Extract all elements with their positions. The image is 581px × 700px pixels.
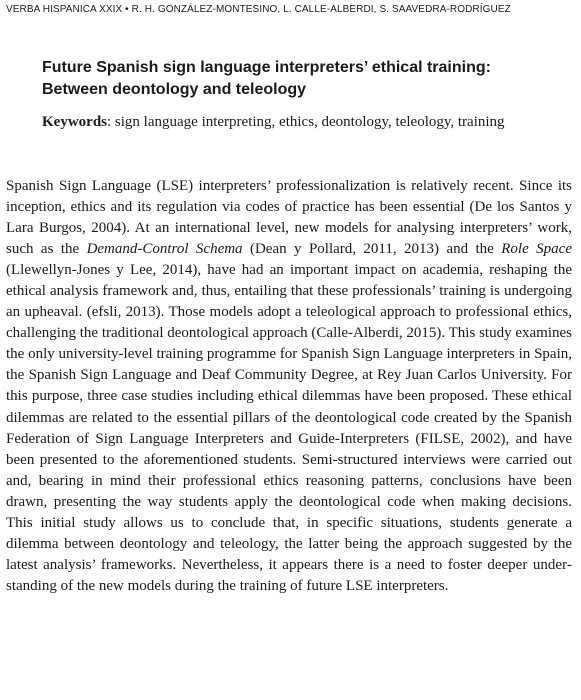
abstract-emphasis-role-space: Role Space [501,241,572,258]
keywords-text: : sign language interpreting, ethics, deontology, teleology, training [107,114,505,130]
running-header: VERBA HISPANICA XXIX • R. H. GONZÁLEZ-MONTESINO, L. CALLE-ALBERDI, S. SAAVEDRA-RODRÍGUEZ [6,4,511,15]
keywords-label: Keywords [42,114,107,130]
article-title-line-2: Between deontology and teleology [42,81,307,98]
article-title-line-1: Future Spanish sign language interpreters’ ethical training: [42,59,491,76]
abstract-text-3: (Llewellyn-Jones y Lee, 2014), have had an important impact on academia, reshaping the ethical analysis framework and, thus, entailing that these professionals’ training is undergoing an upheaval. (efsli, 2013). Those models adopt a teleological approach to professional ethics, challenging the traditional deontological approach (Calle-Alberdi, 2015). This study examines the only university-level training programme for Spanish Sign Language interpreters in Spain, the Spanish Sign Language and Deaf Community Degree, at Rey Juan Carlos University. For this purpose, three case studies including ethical dilemmas have been proposed. These ethical dilemmas are related to the essential pillars of the deontological code created by the Spanish Federation of Sign Language Interpreters and Guide-Interpreters (FILSE, 2002), and have been presented to the aforementioned students. Semi-structured interviews were carried out and, bearing in mind their professional ethics reasoning patterns, conclusions have been drawn, presenting the way students apply the deontological code when making decisions. This initial study allows us to conclude that, in specific situations, students generate a dilemma between deontology and teleology, the latter being the approach suggested by the latest analysis’ frameworks. Nevertheless, it appears there is a need to foster deeper understanding of the new models during the training of future LSE interpreters. [6,262,572,594]
abstract-paragraph [6,176,572,597]
keywords [42,112,542,133]
abstract-text-1: Spanish Sign Language (LSE) interpreters’ professionalization is relatively recent. Since its inception, ethics and its regulation via codes of practice has been essential (De los Santos y Lara Burgos, 2004). At an international level, new models for analysing interpreters’ work, such as the [6,178,572,258]
article-title [42,57,542,101]
abstract-text-2: (Dean y Pollard, 2011, 2013) and the [242,241,502,258]
abstract-emphasis-demand-control: Demand-Control Schema [86,241,243,258]
